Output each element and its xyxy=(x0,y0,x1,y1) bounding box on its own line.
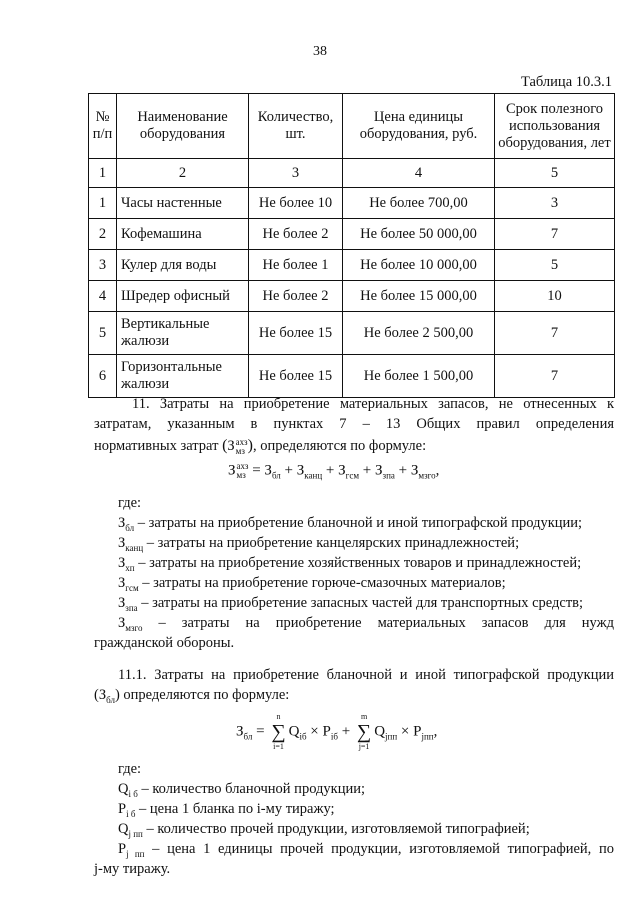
row-name: Горизонтальные жалюзи xyxy=(117,355,249,398)
para-11-line-2: затратам, указанным в пунктах 7 – 13 Общих правил определения xyxy=(94,416,614,432)
table-caption: Таблица 10.3.1 xyxy=(520,74,612,90)
definition-item: $З_{мзго}$ – затраты на приобретение материальных запасов для нужд xyxy=(118,615,614,633)
table-row xyxy=(89,219,615,250)
row-quantity: Не более 2 xyxy=(249,219,343,250)
row-term: 5 xyxy=(495,250,615,281)
definition-item: $З_{канц}$ – затраты на приобретение канцелярских принадлежностей; xyxy=(118,535,520,553)
row-quantity: Не более 15 xyxy=(249,355,343,398)
row-term: 3 xyxy=(495,188,615,219)
row-price: Не более 50 000,00 xyxy=(343,219,495,250)
para-11-1-line-1: 11.1. Затраты на приобретение бланочной и иной типографской продукции xyxy=(118,667,614,683)
header-number: № п/п xyxy=(89,94,117,159)
definition-item: $P_{j пп}$ – цена 1 единицы прочей продукции, изготовляемой типографией, по xyxy=(118,841,614,859)
row-name: Кофемашина xyxy=(117,219,249,250)
sum-symbol: n ∑ i=1 xyxy=(271,712,286,751)
table-row xyxy=(89,188,615,219)
definition-item: $З_{хп}$ – затраты на приобретение хозяйственных товаров и принадлежностей; xyxy=(118,555,582,573)
row-name: Кулер для воды xyxy=(117,250,249,281)
table-row xyxy=(89,312,615,355)
row-number: 6 xyxy=(89,355,117,398)
para-11-1-line-2: $(З_{бл})$ определяются по формуле: xyxy=(94,687,290,705)
row-quantity: Не более 10 xyxy=(249,188,343,219)
table-row xyxy=(89,355,615,398)
table-row xyxy=(89,250,615,281)
row-term: 7 xyxy=(495,312,615,355)
formula-blank-costs: $З_{бл}$ = n ∑ i=1 $Q_{iб} \times P_{iб}$ + m ∑ j=1 $Q_{jпп} \times P_{jпп}$, xyxy=(236,712,438,751)
row-quantity: Не более 15 xyxy=(249,312,343,355)
sum-symbol: m ∑ j=1 xyxy=(356,712,372,751)
column-number: 5 xyxy=(495,159,615,188)
header-price: Цена единицы оборудования, руб. xyxy=(343,94,495,159)
row-price: Не более 15 000,00 xyxy=(343,281,495,312)
row-quantity: Не более 1 xyxy=(249,250,343,281)
equipment-table xyxy=(88,93,615,398)
para-11-line-3-tail: , определяются по формуле: xyxy=(252,438,427,454)
table-header-row xyxy=(89,94,615,159)
column-number: 1 xyxy=(89,159,117,188)
column-number: 2 xyxy=(117,159,249,188)
definition-item: $З_{гсм}$ – затраты на приобретение горюче-смазочных материалов; xyxy=(118,575,506,593)
row-name: Вертикальные жалюзи xyxy=(117,312,249,355)
where-label: где: xyxy=(118,495,142,511)
inline-symbol: З ахз мз xyxy=(227,436,248,456)
definition-item: $З_{бл}$ – затраты на приобретение бланочной и иной типографской продукции; xyxy=(118,515,583,533)
row-name: Часы настенные xyxy=(117,188,249,219)
row-number: 5 xyxy=(89,312,117,355)
row-term: 10 xyxy=(495,281,615,312)
column-number: 3 xyxy=(249,159,343,188)
row-number: 2 xyxy=(89,219,117,250)
definition-item: $Q_{j пп}$ – количество прочей продукции, изготовляемой типографией; xyxy=(118,821,530,839)
row-price: Не более 10 000,00 xyxy=(343,250,495,281)
para-11-line-1: 11. Затраты на приобретение материальных запасов, не отнесенных к xyxy=(132,396,614,412)
row-price: Не более 1 500,00 xyxy=(343,355,495,398)
definition-item: $P_{i б}$ – цена 1 бланка по i-му тиражу; xyxy=(118,801,335,819)
table-row xyxy=(89,281,615,312)
row-price: Не более 2 500,00 xyxy=(343,312,495,355)
column-number: 4 xyxy=(343,159,495,188)
para-11-line-3-text: нормативных затрат xyxy=(94,438,219,454)
definition-item: $З_{зпа}$ – затраты на приобретение запасных частей для транспортных средств; xyxy=(118,595,584,613)
table-column-numbers xyxy=(89,159,615,188)
row-number: 4 xyxy=(89,281,117,312)
definition-continuation: гражданской обороны. xyxy=(94,635,235,651)
row-number: 1 xyxy=(89,188,117,219)
page-number: 38 xyxy=(313,44,327,59)
definition-item: $Q_{i б}$ – количество бланочной продукции; xyxy=(118,781,366,799)
header-term: Срок полезного использования оборудования, лет xyxy=(495,94,615,159)
row-price: Не более 700,00 xyxy=(343,188,495,219)
row-term: 7 xyxy=(495,355,615,398)
row-quantity: Не более 2 xyxy=(249,281,343,312)
where-label: где: xyxy=(118,761,142,777)
formula-material-costs: З ахз мз = $З_{бл} + З_{канц} + З_{гсм} + З_{зпа} + З_{мзго}$, xyxy=(228,461,440,481)
row-number: 3 xyxy=(89,250,117,281)
row-term: 7 xyxy=(495,219,615,250)
para-11-line-3: нормативных затрат (З ахз мз ), определяются по формуле: xyxy=(94,436,427,456)
header-name: Наименование оборудования xyxy=(117,94,249,159)
definition-continuation: j-му тиражу. xyxy=(94,861,171,877)
header-quantity: Количество, шт. xyxy=(249,94,343,159)
row-name: Шредер офисный xyxy=(117,281,249,312)
